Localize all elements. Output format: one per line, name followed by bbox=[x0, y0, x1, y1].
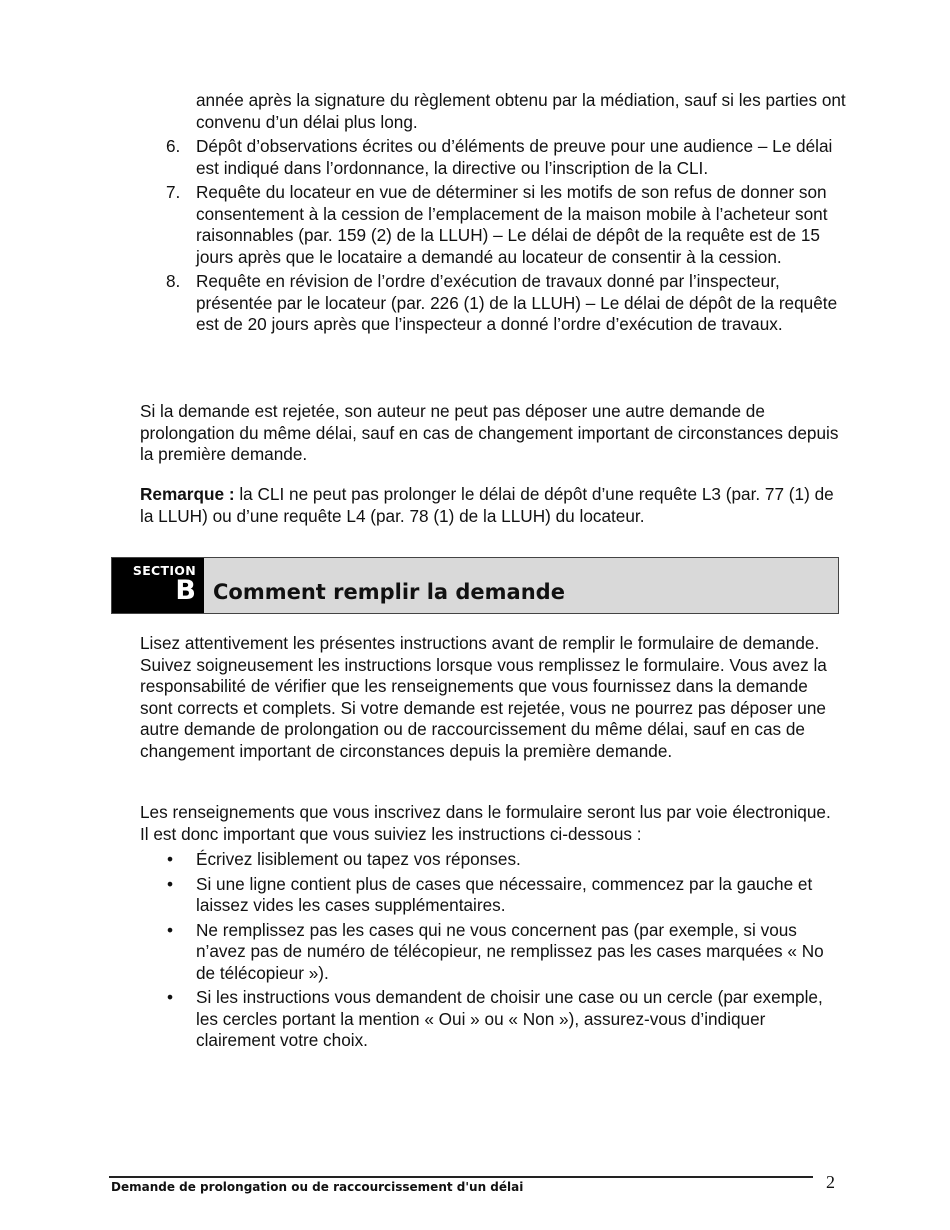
bullet-text: Si les instructions vous demandent de choisir une case ou un cercle (par exemple, les cercles portant la mention « Oui » ou « Non »), assurez-vous d’indiquer clairement votre choix. bbox=[196, 987, 823, 1050]
bullet-text: Ne remplissez pas les cases qui ne vous concernent pas (par exemple, si vous n’avez pas de numéro de télécopieur, ne remplissez pas les cases marquées « No de télécopieur »). bbox=[196, 919, 824, 983]
list-item-text: Requête du locateur en vue de déterminer si les motifs de son refus de donner son consentement à la cession de l’emplacement de la maison mobile à l’acheteur sont raisonnables (par. 159 (2) de la LLUH) – Le délai de dépôt de la requête est de 15 jours après que le locataire a demandé au locateur de consentir à la cession. bbox=[196, 182, 828, 267]
list-item bbox=[0, 920, 950, 985]
rejection-paragraph: Si la demande est rejetée, son auteur ne peut pas déposer une autre demande de prolongation du même délai, sauf en cas de changement important de circonstances depuis la première demande. bbox=[140, 401, 839, 464]
section-letter: B bbox=[175, 575, 196, 606]
list-number: 7. bbox=[166, 182, 181, 202]
bullet-text: Si une ligne contient plus de cases que nécessaire, commencez par la gauche et laissez vides les cases supplémentaires. bbox=[196, 873, 813, 915]
bullet-icon: • bbox=[167, 987, 174, 1007]
list-item-text: Requête en révision de l’ordre d’exécution de travaux donné par l’inspecteur, présentée par le locateur (par. 226 (1) de la LLUH) – Le délai de dépôt de la requête est de 20 jours après que l’inspecteur a donné l’ordre d’exécution de travaux. bbox=[196, 271, 838, 334]
section-word: SECTION bbox=[132, 563, 196, 578]
section-header bbox=[111, 557, 839, 614]
footer-title: Demande de prolongation ou de raccourcissement d'un délai bbox=[111, 1180, 524, 1194]
remark-text: la CLI ne peut pas prolonger le délai de dépôt d’une requête L3 (par. 77 (1) de la LLUH) ou d’une requête L4 (par. 78 (1) de la LLUH) du locateur. bbox=[140, 484, 834, 526]
list-item bbox=[0, 849, 950, 871]
bullet-icon: • bbox=[167, 849, 174, 869]
list-number: 8. bbox=[166, 271, 181, 291]
list-number: 6. bbox=[166, 136, 181, 156]
electronic-paragraph: Les renseignements que vous inscrivez dans le formulaire seront lus par voie électronique. Il est donc important que vous suiviez les instructions ci-dessous : bbox=[140, 802, 831, 844]
bullet-icon: • bbox=[167, 873, 174, 894]
remark-paragraph bbox=[140, 484, 842, 527]
footer-divider bbox=[109, 1176, 813, 1178]
list-item bbox=[0, 182, 950, 268]
page-number: 2 bbox=[826, 1172, 835, 1192]
bullet-icon: • bbox=[167, 919, 174, 940]
section-label-block bbox=[112, 558, 204, 613]
bullet-list bbox=[0, 849, 950, 1055]
bullet-text: Écrivez lisiblement ou tapez vos réponses. bbox=[196, 849, 521, 869]
list-item bbox=[0, 987, 950, 1052]
intro-paragraph: Lisez attentivement les présentes instructions avant de remplir le formulaire de demande. Suivez soigneusement les instructions lorsque vous remplissez le formulaire. Vous avez la responsabilité de vérifier que les renseignements que vous fournissez dans la demande sont corrects et complets. Si votre demande est rejetée, vous ne pourrez pas déposer une autre demande de prolongation ou de raccourcissement du même délai, sauf en cas de changement important de circonstances depuis la première demande. bbox=[140, 633, 827, 761]
list-item bbox=[0, 136, 950, 179]
numbered-list bbox=[0, 136, 950, 339]
section-title: Comment remplir la demande bbox=[213, 580, 565, 604]
continued-list-text: année après la signature du règlement obtenu par la médiation, sauf si les parties ont convenu d’un délai plus long. bbox=[196, 90, 846, 132]
list-item bbox=[0, 874, 950, 917]
list-item-text: Dépôt d’observations écrites ou d’éléments de preuve pour une audience – Le délai est indiqué dans l’ordonnance, la directive ou l’inscription de la CLI. bbox=[196, 136, 833, 178]
remark-label: Remarque : bbox=[140, 484, 235, 504]
list-item bbox=[0, 271, 950, 336]
